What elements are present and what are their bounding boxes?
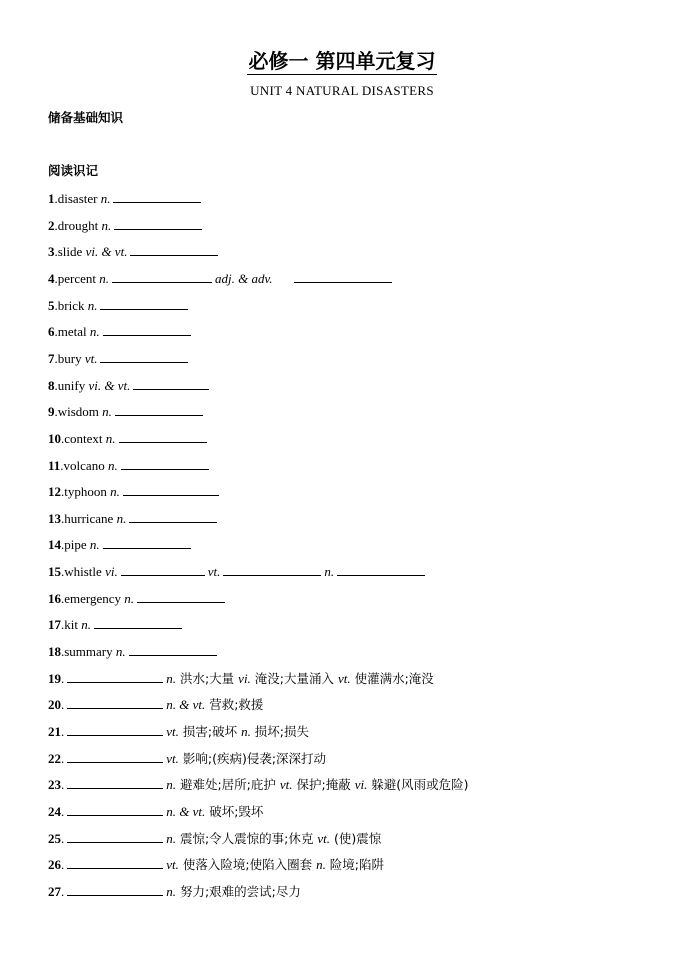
vocab-item <box>48 321 194 341</box>
chinese-meaning: 淹没;大量涌入 <box>250 670 338 686</box>
answer-blank[interactable] <box>129 508 217 523</box>
item-number: 22 <box>48 750 61 766</box>
part-of-speech: n. <box>324 564 335 580</box>
chinese-meaning: (使)震惊 <box>330 830 382 846</box>
part-of-speech: vi. & vt. <box>88 377 131 393</box>
chinese-meaning: 保护;掩蔽 <box>292 777 355 793</box>
chinese-meaning: 损坏;损失 <box>250 724 309 739</box>
part-of-speech: n. <box>89 324 100 340</box>
item-number: 26 <box>48 857 61 873</box>
answer-blank[interactable] <box>67 854 163 869</box>
part-of-speech: vt. <box>166 857 179 873</box>
part-of-speech: n. <box>110 484 120 500</box>
item-number: 5 <box>48 297 55 313</box>
answer-blank[interactable] <box>121 561 205 576</box>
item-number: 24 <box>48 803 61 819</box>
part-of-speech: vi. <box>238 670 251 686</box>
answer-blank[interactable] <box>294 268 392 283</box>
part-of-speech: n. <box>89 537 100 553</box>
english-word: .volcano <box>60 457 108 473</box>
english-word: . <box>61 697 65 713</box>
english-word: . <box>61 830 65 846</box>
unit-subtitle: UNIT 4 NATURAL DISASTERS <box>250 83 434 98</box>
part-of-speech: n. <box>107 457 118 473</box>
item-number: 9 <box>48 404 55 420</box>
english-word: . <box>61 803 65 819</box>
vocab-item <box>48 721 309 741</box>
chinese-meaning: 躲避(风雨或危险) <box>367 777 469 793</box>
item-number: 14 <box>48 537 61 553</box>
answer-blank[interactable] <box>103 321 191 336</box>
answer-blank[interactable] <box>129 641 217 656</box>
answer-blank[interactable] <box>67 748 163 763</box>
english-word: . <box>61 857 65 873</box>
answer-blank[interactable] <box>100 295 188 310</box>
item-number: 6 <box>48 324 55 340</box>
part-of-speech: n. & vt. <box>166 803 206 819</box>
part-of-speech: n. <box>166 777 176 793</box>
answer-blank[interactable] <box>94 614 182 629</box>
answer-blank[interactable] <box>103 534 191 549</box>
english-word: .kit <box>61 617 82 633</box>
vocab-item <box>48 588 228 608</box>
part-of-speech: vt. <box>317 830 331 846</box>
english-word: . <box>61 750 65 766</box>
english-word: . <box>61 883 65 899</box>
item-number: 23 <box>48 777 61 793</box>
english-word: .typhoon <box>61 484 111 500</box>
english-word: .metal <box>54 324 90 340</box>
item-number: 15 <box>48 564 61 580</box>
chinese-meaning: 使灌满水;淹没 <box>350 670 434 686</box>
vocab-item <box>48 268 395 288</box>
item-number: 25 <box>48 830 61 846</box>
chinese-meaning: 破坏;毁坏 <box>205 803 264 819</box>
answer-blank[interactable] <box>67 774 163 789</box>
item-number: 21 <box>48 724 61 739</box>
english-word: .whistle <box>61 564 106 580</box>
page-title: 必修一 第四单元复习 <box>248 49 436 73</box>
vocab-item <box>48 641 220 661</box>
chinese-meaning: 震惊;令人震惊的事;休克 <box>176 830 318 846</box>
answer-blank[interactable] <box>114 215 202 230</box>
english-word: .drought <box>54 217 102 233</box>
item-number: 10 <box>48 430 61 446</box>
part-of-speech: vi. <box>354 777 368 793</box>
part-of-speech: n. & vt. <box>166 697 206 713</box>
vocab-item <box>48 774 469 794</box>
answer-blank[interactable] <box>67 721 163 736</box>
answer-blank[interactable] <box>119 428 207 443</box>
part-of-speech: vi. <box>105 564 118 580</box>
vocab-item <box>48 694 263 714</box>
section-heading-reading: 阅读识记 <box>48 163 99 178</box>
vocab-item <box>48 455 212 475</box>
english-word: .bury <box>54 350 85 366</box>
part-of-speech: n. <box>105 430 116 446</box>
answer-blank[interactable] <box>67 828 163 843</box>
part-of-speech: n. <box>316 857 326 873</box>
part-of-speech: vt. <box>279 777 293 793</box>
answer-blank[interactable] <box>112 268 212 283</box>
vocab-item <box>48 748 326 768</box>
item-number: 7 <box>48 350 55 366</box>
vocab-item <box>48 614 185 634</box>
english-word: .summary <box>61 644 116 660</box>
item-number: 1 <box>48 191 55 206</box>
item-number: 2 <box>48 217 55 233</box>
answer-blank[interactable] <box>67 801 163 816</box>
item-number: 17 <box>48 617 61 633</box>
english-word: .hurricane <box>61 510 117 526</box>
vocab-item <box>48 508 220 528</box>
answer-blank[interactable] <box>121 455 209 470</box>
item-number: 12 <box>48 484 61 500</box>
item-number: 27 <box>48 883 61 899</box>
part-of-speech: n. <box>124 590 135 606</box>
vocab-item <box>48 854 384 874</box>
part-of-speech: n. <box>101 217 112 233</box>
answer-blank[interactable] <box>67 668 163 683</box>
answer-blank[interactable] <box>337 561 425 576</box>
section-heading-basics: 储备基础知识 <box>48 110 124 125</box>
part-of-speech: n. <box>116 510 127 526</box>
english-word: . <box>61 724 65 739</box>
item-number: 8 <box>48 377 55 393</box>
chinese-meaning: 险境;陷阱 <box>325 857 384 873</box>
part-of-speech: n. <box>99 270 110 286</box>
english-word: .emergency <box>61 590 125 606</box>
english-word: .brick <box>54 297 88 313</box>
vocab-item <box>48 241 221 261</box>
answer-blank[interactable] <box>67 694 163 709</box>
item-number: 13 <box>48 510 61 526</box>
item-number: 3 <box>48 244 55 260</box>
part-of-speech: vt. <box>84 350 98 366</box>
answer-blank[interactable] <box>67 881 163 896</box>
vocab-item <box>48 188 204 208</box>
answer-blank[interactable] <box>130 241 218 256</box>
english-word: . <box>61 777 65 793</box>
english-word: .unify <box>54 377 89 393</box>
part-of-speech: n. <box>102 404 112 420</box>
english-word: .context <box>61 430 106 446</box>
item-number: 4 <box>48 270 55 286</box>
item-number: 11 <box>48 457 61 473</box>
vocab-item <box>48 668 434 688</box>
part-of-speech: vt. <box>337 670 351 686</box>
part-of-speech: vi. & vt. <box>85 244 128 260</box>
item-number: 16 <box>48 590 61 606</box>
part-of-speech: n. <box>115 644 126 660</box>
part-of-speech: n. <box>100 191 111 206</box>
chinese-meaning: 洪水;大量 <box>176 670 239 686</box>
answer-blank[interactable] <box>100 348 188 363</box>
vocab-item <box>48 561 428 581</box>
vocab-item <box>48 881 301 901</box>
vocab-item <box>48 375 212 395</box>
part-of-speech: n. <box>166 670 176 686</box>
answer-blank[interactable] <box>137 588 225 603</box>
answer-blank[interactable] <box>223 561 321 576</box>
vocab-item <box>48 215 205 235</box>
part-of-speech: vt. <box>166 750 179 766</box>
chinese-meaning: 使落入险境;使陷入圈套 <box>178 857 317 873</box>
part-of-speech: n. <box>87 297 98 313</box>
part-of-speech: vt. <box>166 724 179 739</box>
vocab-item <box>48 481 222 501</box>
english-word: .disaster <box>54 191 101 206</box>
chinese-meaning: 损害;破坏 <box>178 724 242 739</box>
english-word: .wisdom <box>54 404 103 420</box>
vocab-item <box>48 534 194 554</box>
english-word: .pipe <box>61 537 90 553</box>
vocab-item <box>48 828 381 848</box>
chinese-meaning: 避难处;居所;庇护 <box>176 777 280 793</box>
vocab-item <box>48 801 263 821</box>
chinese-meaning: 营救;救援 <box>205 697 264 713</box>
item-number: 18 <box>48 644 61 660</box>
vocab-item <box>48 401 206 421</box>
part-of-speech: vt. <box>207 564 221 580</box>
part-of-speech: adj. & adv. <box>215 270 273 286</box>
english-word: . <box>61 670 65 686</box>
vocab-item <box>48 428 210 448</box>
english-word: .slide <box>54 244 86 260</box>
part-of-speech: n. <box>81 617 91 633</box>
item-number: 19 <box>48 670 61 686</box>
part-of-speech: n. <box>166 883 176 899</box>
part-of-speech: n. <box>166 830 176 846</box>
part-of-speech: n. <box>241 724 251 739</box>
answer-blank[interactable] <box>115 401 203 416</box>
answer-blank[interactable] <box>123 481 219 496</box>
vocab-item <box>48 295 191 315</box>
item-number: 20 <box>48 697 61 713</box>
vocab-item <box>48 348 191 368</box>
answer-blank[interactable] <box>113 188 201 203</box>
english-word: .percent <box>54 270 100 286</box>
chinese-meaning: 努力;艰难的尝试;尽力 <box>176 883 301 899</box>
answer-blank[interactable] <box>133 375 209 390</box>
chinese-meaning: 影响;(疾病)侵袭;深深打动 <box>178 750 327 766</box>
